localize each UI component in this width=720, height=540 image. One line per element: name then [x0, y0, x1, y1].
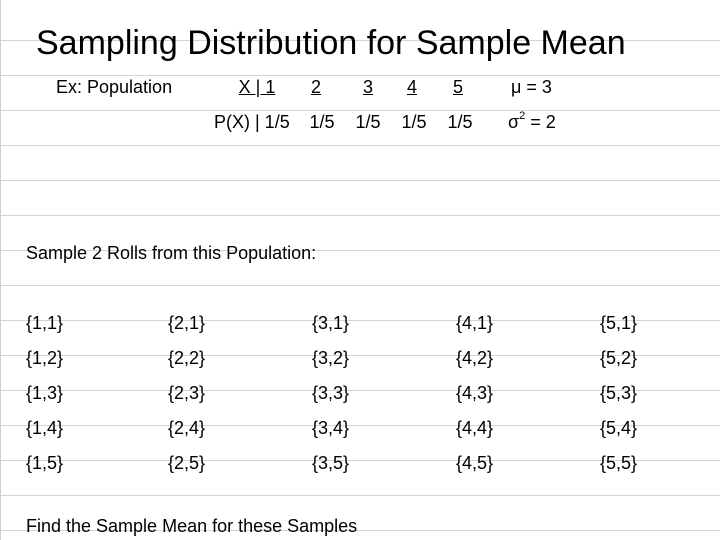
p-header-cell: P(X) | 1/5: [214, 112, 290, 132]
sample-cell: {5,1}: [600, 313, 638, 333]
sample-cell: {1,3}: [26, 383, 64, 403]
sample-cell: {1,4}: [26, 418, 64, 438]
population-mean: μ = 3: [511, 77, 552, 97]
sample-cell: {2,5}: [168, 453, 206, 473]
sample-cell: {3,5}: [312, 453, 350, 473]
slide-title: Sampling Distribution for Sample Mean: [36, 24, 626, 62]
sample-cell: {3,4}: [312, 418, 350, 438]
variance-exponent: 2: [519, 110, 526, 122]
sample-cell: {4,4}: [456, 418, 494, 438]
sample-cell: {2,1}: [168, 313, 206, 333]
variance-symbol: σ: [508, 112, 520, 132]
sample-cell: {1,1}: [26, 313, 64, 333]
sample-cell: {4,3}: [456, 383, 494, 403]
sample-cell: {1,5}: [26, 453, 64, 473]
sample-cell: {3,3}: [312, 383, 350, 403]
p-value-cell: 1/5: [401, 112, 427, 132]
p-value-cell: 1/5: [355, 112, 381, 132]
sample-cell: {1,2}: [26, 348, 64, 368]
p-value-cell: 1/5: [447, 112, 473, 132]
x-value-cell: 5: [452, 77, 463, 97]
sample-heading: Sample 2 Rolls from this Population:: [26, 243, 317, 263]
example-label: Ex: Population: [56, 77, 173, 97]
variance-value: = 2: [525, 112, 556, 132]
sample-cell: {2,2}: [168, 348, 206, 368]
sample-cell: {5,4}: [600, 418, 638, 438]
x-value-cell: 4: [406, 77, 417, 97]
sample-cell: {2,4}: [168, 418, 206, 438]
population-variance: [508, 112, 556, 133]
sample-cell: {4,2}: [456, 348, 494, 368]
sample-cell: {5,3}: [600, 383, 638, 403]
x-value-cell: 2: [310, 77, 321, 97]
sample-cell: {3,1}: [312, 313, 350, 333]
sample-cell: {5,5}: [600, 453, 638, 473]
x-header-cell: X | 1: [238, 77, 276, 97]
sample-cell: {2,3}: [168, 383, 206, 403]
footer-instruction: Find the Sample Mean for these Samples: [26, 516, 358, 536]
sample-cell: {4,5}: [456, 453, 494, 473]
x-value-cell: 3: [362, 77, 373, 97]
sample-cell: {3,2}: [312, 348, 350, 368]
sample-cell: {4,1}: [456, 313, 494, 333]
sample-cell: {5,2}: [600, 348, 638, 368]
p-value-cell: 1/5: [309, 112, 335, 132]
